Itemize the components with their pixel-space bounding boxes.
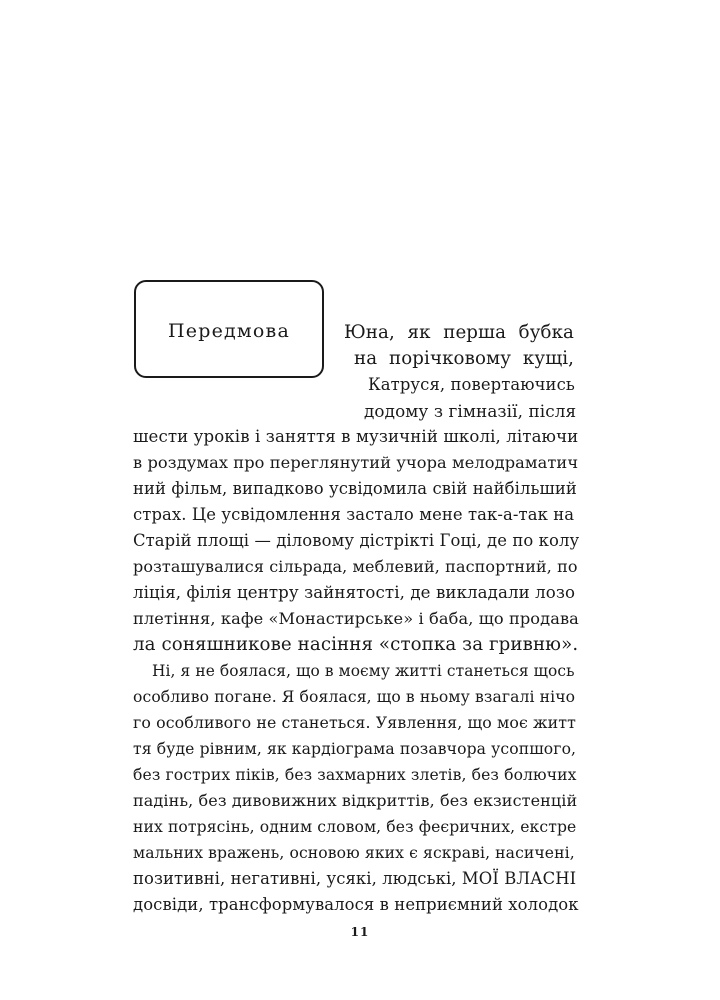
text-line: на порічковому кущі, <box>354 348 574 369</box>
text-line: досвіди, трансформувалося в неприємний холодок <box>133 895 579 914</box>
text-line: позитивні, негативні, усякі, людські, МОЇ ВЛАСНІ <box>133 869 577 888</box>
text-line: Старій площі — діловому дістрікті Гоці, де по колу <box>133 531 580 550</box>
text-line: особливо погане. Я боялася, що в ньому взагалі нічо <box>133 688 576 706</box>
chapter-heading-box <box>134 280 324 378</box>
text-line: розташувалися сільрада, меблевий, паспортний, по <box>133 557 578 576</box>
text-line: Ні, я не боялася, що в моєму житті станеться щось <box>152 662 575 680</box>
text-line: падінь, без дивовижних відкриттів, без екзистенцій <box>133 791 578 810</box>
text-line: без гострих піків, без захмарних злетів, без болючих <box>133 766 577 784</box>
text-line: плетіння, кафе «Монастирське» і баба, що продава <box>133 609 579 628</box>
text-line: тя буде рівним, як кардіограма позавчора усопшого, <box>133 740 577 758</box>
text-line: ний фільм, випадково усвідомила свій найбільший <box>133 479 577 498</box>
text-line: Юна, як перша бубка <box>344 322 574 343</box>
text-line: додому з гімназії, після <box>364 401 577 421</box>
text-line: в роздумах про переглянутий учора мелодраматич <box>133 453 579 472</box>
text-line: го особливого не станеться. Уявлення, що моє житт <box>133 713 576 732</box>
text-line: Катруся, повертаючись <box>368 375 575 394</box>
text-line: ла соняшникове насіння «стопка за гривню». <box>133 634 579 655</box>
text-line: шести уроків і заняття в музичній школі, літаючи <box>133 427 579 446</box>
text-line: мальних вражень, основою яких є яскраві, насичені, <box>133 844 575 862</box>
page-number: 11 <box>350 925 370 939</box>
text-line: них потрясінь, одним словом, без феєричних, екстре <box>133 818 577 836</box>
chapter-title: Передмова <box>168 320 290 342</box>
text-line: ліція, філія центру зайнятості, де викладали лозо <box>133 583 576 602</box>
text-line: страх. Це усвідомлення застало мене так-а-так на <box>133 505 575 524</box>
